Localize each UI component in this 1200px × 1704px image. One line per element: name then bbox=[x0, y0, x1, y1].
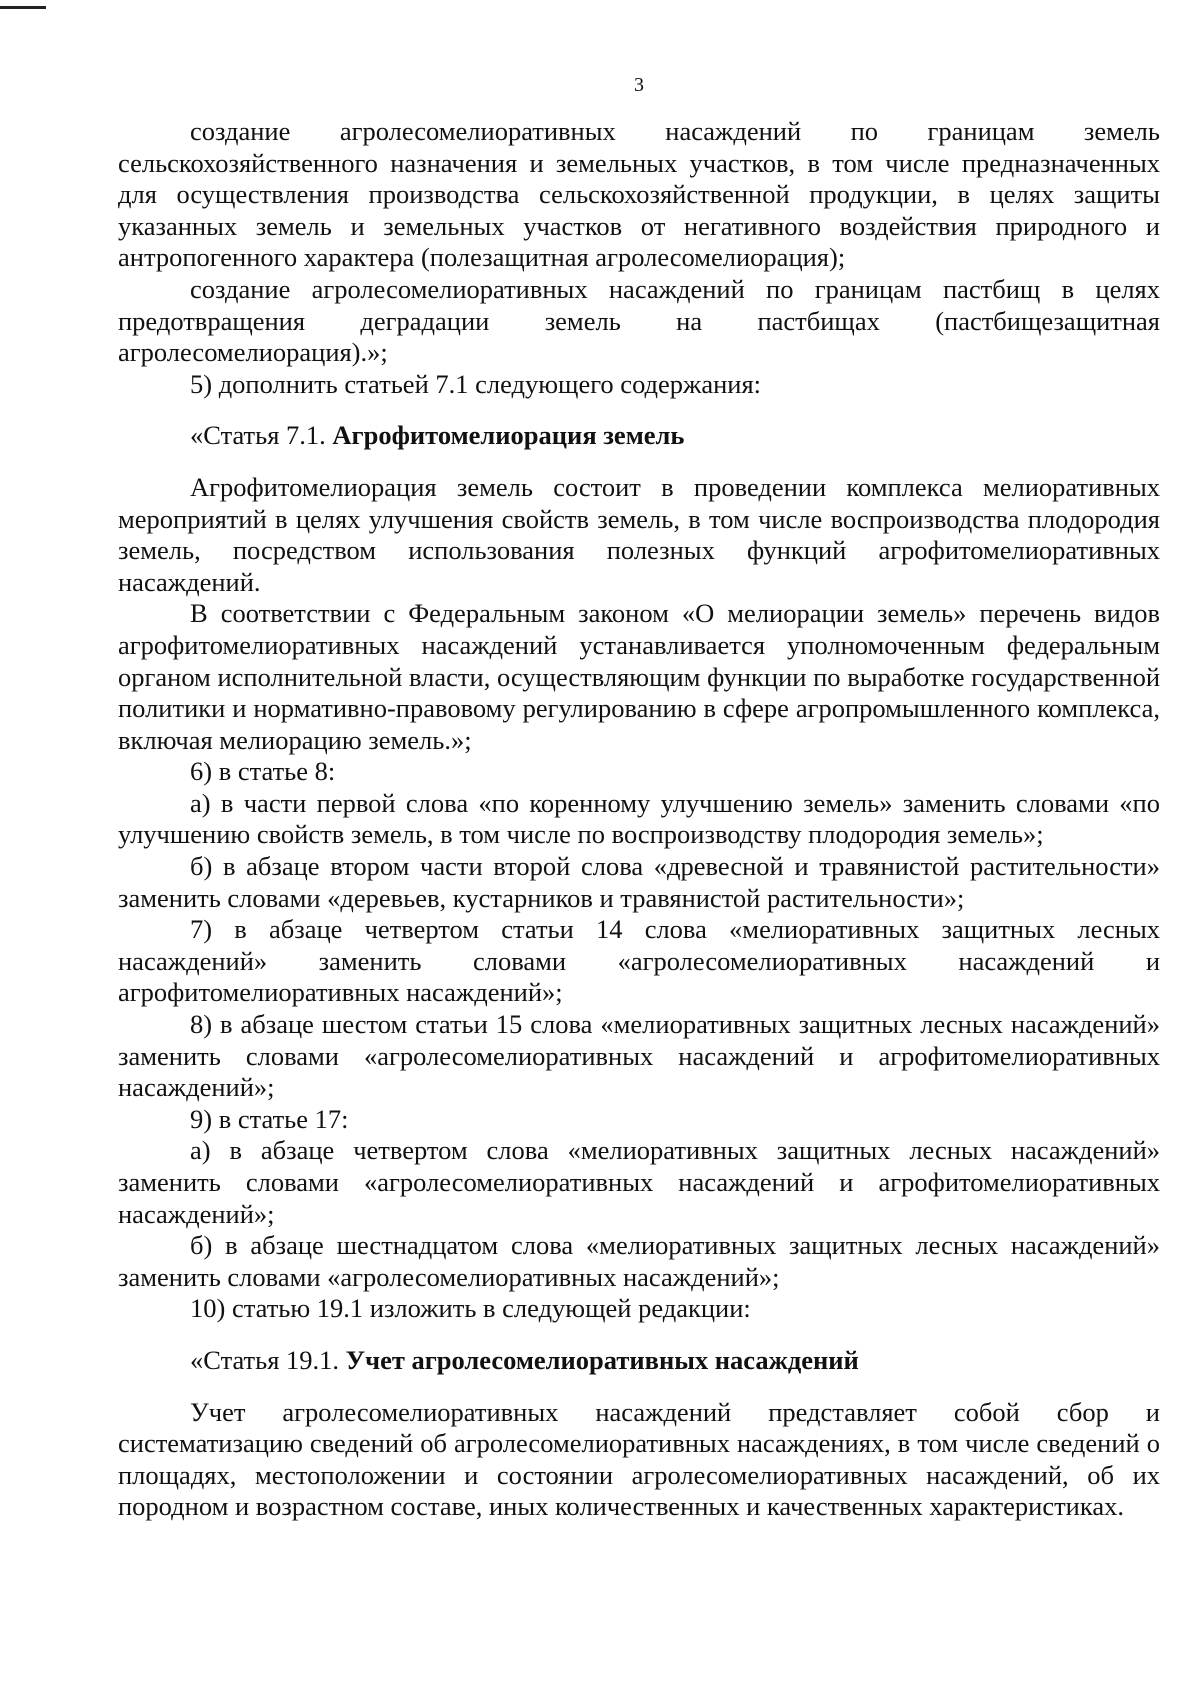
document-page bbox=[118, 0, 1160, 1704]
page-number: 3 bbox=[634, 74, 644, 96]
paragraph-field-protection: создание агролесомелиоративных насаждений по границам земель сельскохозяйственного назначения и земельных участков, в том числе предназначенных для осуществления производства сельскохозяйственной продукции, в целях защиты указанных земель и земельных участков от негативного воздействия природного и антропогенного характера (полезащитная агролесомелиорация); bbox=[118, 116, 1160, 273]
article-7-1-number: «Статья 7.1. bbox=[190, 420, 333, 451]
paragraph-item-6: 6) в статье 8: bbox=[190, 756, 336, 787]
paragraph-item-9a: а) в абзаце четвертом слова «мелиоративных защитных лесных насаждений» заменить словами «агролесомелиоративных насаждений и агрофитомелиоративных насаждений»; bbox=[118, 1135, 1160, 1229]
paragraph-item-9: 9) в статье 17: bbox=[190, 1103, 349, 1134]
paragraph-agrophyto-definition: Агрофитомелиорация земель состоит в проведении комплекса мелиоративных мероприятий в целях улучшения свойств земель, в том числе воспроизводства плодородия земель, посредством использования полезных функций агрофитомелиоративных насаждений. bbox=[118, 471, 1160, 597]
article-19-1-number: «Статья 19.1. bbox=[190, 1344, 346, 1375]
paragraph-item-10: 10) статью 19.1 изложить в следующей редакции: bbox=[190, 1293, 751, 1324]
article-19-1-heading bbox=[118, 1345, 1160, 1377]
article-19-1-title: Учет агролесомелиоративных насаждений bbox=[345, 1344, 859, 1375]
paragraph-item-5: 5) дополнить статьей 7.1 следующего содержания: bbox=[190, 368, 762, 399]
document-body bbox=[118, 116, 1160, 1523]
paragraph-accounting-definition: Учет агролесомелиоративных насаждений представляет собой сбор и систематизацию сведений об агролесомелиоративных насаждениях, в том числе сведений о площадях, местоположении и состоянии агролесомелиоративных насаждений, об их породном и возрастном составе, иных количественных и качественных характеристиках. bbox=[118, 1396, 1160, 1522]
paragraph-federal-law: В соответствии с Федеральным законом «О мелиорации земель» перечень видов агрофитомелиоративных насаждений устанавливается уполномоченным федеральным органом исполнительной власти, осуществляющим функции по выработке государственной политики и нормативно-правовому регулированию в сфере агропромышленного комплекса, включая мелиорацию земель.»; bbox=[118, 598, 1160, 755]
paragraph-item-7: 7) в абзаце четвертом статьи 14 слова «мелиоративных защитных лесных насаждений» заменить словами «агролесомелиоративных насаждений и агрофитомелиоративных насаждений»; bbox=[118, 914, 1160, 1008]
paragraph-pasture-protection: создание агролесомелиоративных насаждений по границам пастбищ в целях предотвращения деградации земель на пастбищах (пастбищезащитная агролесомелиорация).»; bbox=[118, 273, 1160, 368]
scan-edge-mark bbox=[0, 6, 46, 9]
paragraph-item-9b: б) в абзаце шестнадцатом слова «мелиоративных защитных лесных насаждений» заменить словами «агролесомелиоративных насаждений»; bbox=[118, 1230, 1160, 1292]
paragraph-item-6b: б) в абзаце втором части второй слова «древесной и травянистой растительности» заменить словами «деревьев, кустарников и травянистой растительности»; bbox=[118, 851, 1160, 913]
article-7-1-title: Агрофитомелиорация земель bbox=[332, 420, 685, 451]
paragraph-item-6a: а) в части первой слова «по коренному улучшению земель» заменить словами «по улучшению свойств земель, в том числе по воспроизводству плодородия земель»; bbox=[118, 787, 1160, 850]
paragraph-item-8: 8) в абзаце шестом статьи 15 слова «мелиоративных защитных лесных насаждений» заменить словами «агролесомелиоративных насаждений и агрофитомелиоративных насаждений»; bbox=[118, 1009, 1160, 1103]
article-7-1-heading bbox=[118, 420, 1160, 452]
